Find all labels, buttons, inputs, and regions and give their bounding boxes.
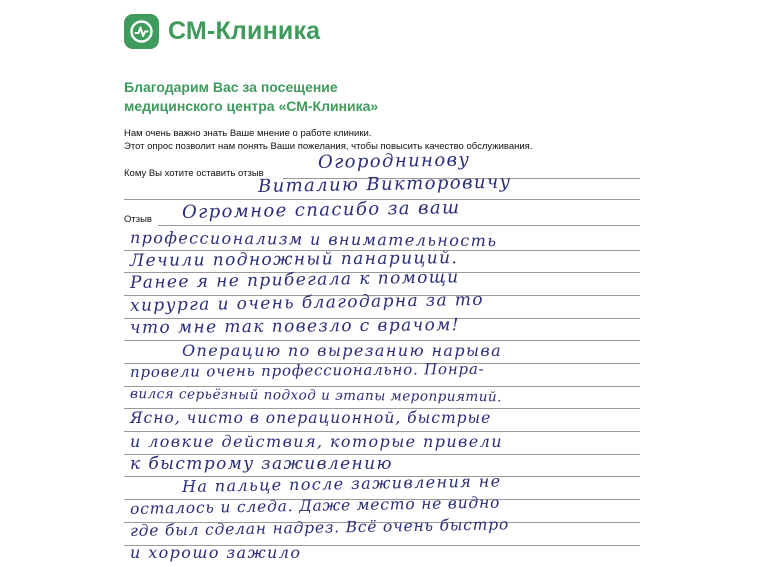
review-handwriting-line: Огромное спасибо за ваш	[181, 197, 461, 223]
review-handwriting-line: Ясно, чисто в операционной, быстрые	[130, 409, 492, 427]
review-line	[158, 225, 640, 226]
page-title	[124, 78, 378, 116]
review-handwriting-line: осталось и следа. Даже место не видно	[129, 493, 501, 518]
review-handwriting-line: и хорошо зажило	[130, 543, 302, 562]
review-handwriting-line: Ранее я не прибегала к помощи	[129, 267, 460, 293]
review-handwriting-line: вился серьёзный подход и этапы мероприятий.	[129, 386, 503, 406]
clinic-logo-icon	[124, 14, 159, 49]
recipient-handwriting: Огороднинову	[317, 149, 471, 173]
intro-line-1: Нам очень важно знать Ваше мнение о работе клиники.	[124, 128, 372, 139]
review-handwriting-line: и ловкие действия, которые привели	[130, 432, 503, 451]
review-handwriting-line: хирурга и очень благодарна за то	[129, 289, 485, 316]
review-handwriting-line: что мне так повезло с врачом!	[129, 315, 461, 338]
intro-line-2: Этот опрос позволит нам понять Ваши пожелания, чтобы повысить качество обслуживания.	[124, 141, 533, 152]
title-line-1: Благодарим Вас за посещение	[124, 79, 338, 95]
review-handwriting-line: профессионализм и внимательность	[129, 228, 498, 251]
intro-text	[124, 127, 532, 153]
review-handwriting-line: Лечили подножный панариций.	[129, 248, 459, 271]
review-handwriting-line: где был сделан надрез. Всё очень быстро	[129, 515, 510, 540]
title-line-2: медицинского центра «СМ-Клиника»	[124, 98, 379, 114]
recipient-label: Кому Вы хотите оставить отзыв	[124, 168, 264, 179]
clinic-logo	[124, 14, 320, 49]
review-label: Отзыв	[124, 214, 152, 225]
review-handwriting-line: На пальце после заживления не	[181, 471, 502, 496]
review-handwriting-line: к быстрому заживлению	[130, 454, 393, 474]
review-handwriting-line: провели очень профессионально. Понра-	[129, 359, 485, 381]
recipient-handwriting: Виталию Викторовичу	[257, 171, 512, 197]
clinic-name: СМ-Клиника	[168, 17, 321, 45]
review-handwriting-line: Операцию по вырезанию нарыва	[182, 341, 503, 360]
